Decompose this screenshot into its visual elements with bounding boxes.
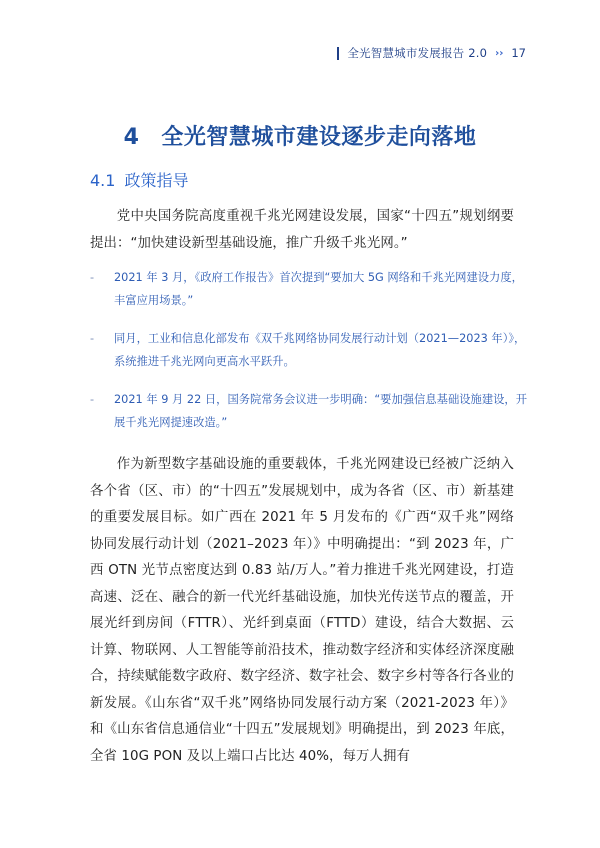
- header-divider-bar: [337, 47, 339, 60]
- section-title: 政策指导: [124, 171, 189, 190]
- bullet-item: [90, 266, 530, 312]
- bullet-dash: -: [90, 271, 95, 284]
- bullet-dash: -: [90, 393, 95, 406]
- report-title: 全光智慧城市发展报告 2.0: [347, 46, 488, 60]
- bullet-text: 2021 年 3 月，《政府工作报告》首次提到“要加大 5G 网络和千兆光网建设力度，丰富应用场景。”: [114, 271, 523, 307]
- running-header: [337, 44, 526, 62]
- chevron-right-icon: ››: [495, 47, 504, 59]
- chapter-heading: [0, 120, 600, 151]
- bullet-text: 同月，工业和信息化部发布《双千兆网络协同发展行动计划（2021—2023 年）》，系统推进千兆光网向更高水平跃升。: [114, 332, 526, 368]
- bullet-item: [90, 388, 530, 434]
- policy-bullet-list: [90, 266, 530, 449]
- chapter-title: 全光智慧城市建设逐步走向落地: [161, 125, 477, 150]
- intro-paragraph: 党中央国务院高度重视千兆光网建设发展，国家“十四五”规划纲要提出：“加快建设新型基础设施，推广升级千兆光网。”: [90, 209, 514, 251]
- page-number: 17: [511, 46, 526, 60]
- bullet-text: 2021 年 9 月 22 日，国务院常务会议进一步明确：“要加强信息基础设施建设，开展千兆光网提速改造。”: [114, 393, 528, 429]
- body-paragraph: 作为新型数字基础设施的重要载体，千兆光网建设已经被广泛纳入各个省（区、市）的“十四五”发展规划中，成为各省（区、市）新基建的重要发展目标。如广西在 2021 年 5 月发布的《广西“双千兆”网络协同发展行动计划（2021–2023 年）》中明确提出：“到 2023 年，广西 OTN 光节点密度达到 0.83 站/万人。”着力推进千兆光网建设，打造高速、泛在、融合的新一代光纤基础设施，加快光传送节点的覆盖，开展光纤到房间（FTTR）、光纤到桌面（FTTD）建设，结合大数据、云计算、物联网、人工智能等前沿技术，推动数字经济和实体经济深度融合，持续赋能数字政府、数字经济、数字社会、数字乡村等各行各业的新发展。《山东省“双千兆”网络协同发展行动方案（2021-2023 年）》和《山东省信息通信业“十四五”发展规划》明确提出，到 2023 年底，全省 10G PON 及以上端口占比达 40%，每万人拥有: [90, 457, 514, 764]
- chapter-number: 4: [123, 125, 140, 150]
- bullet-item: [90, 327, 530, 373]
- section-number: 4.1: [90, 171, 116, 190]
- section-heading: [90, 168, 189, 191]
- bullet-dash: -: [90, 332, 95, 345]
